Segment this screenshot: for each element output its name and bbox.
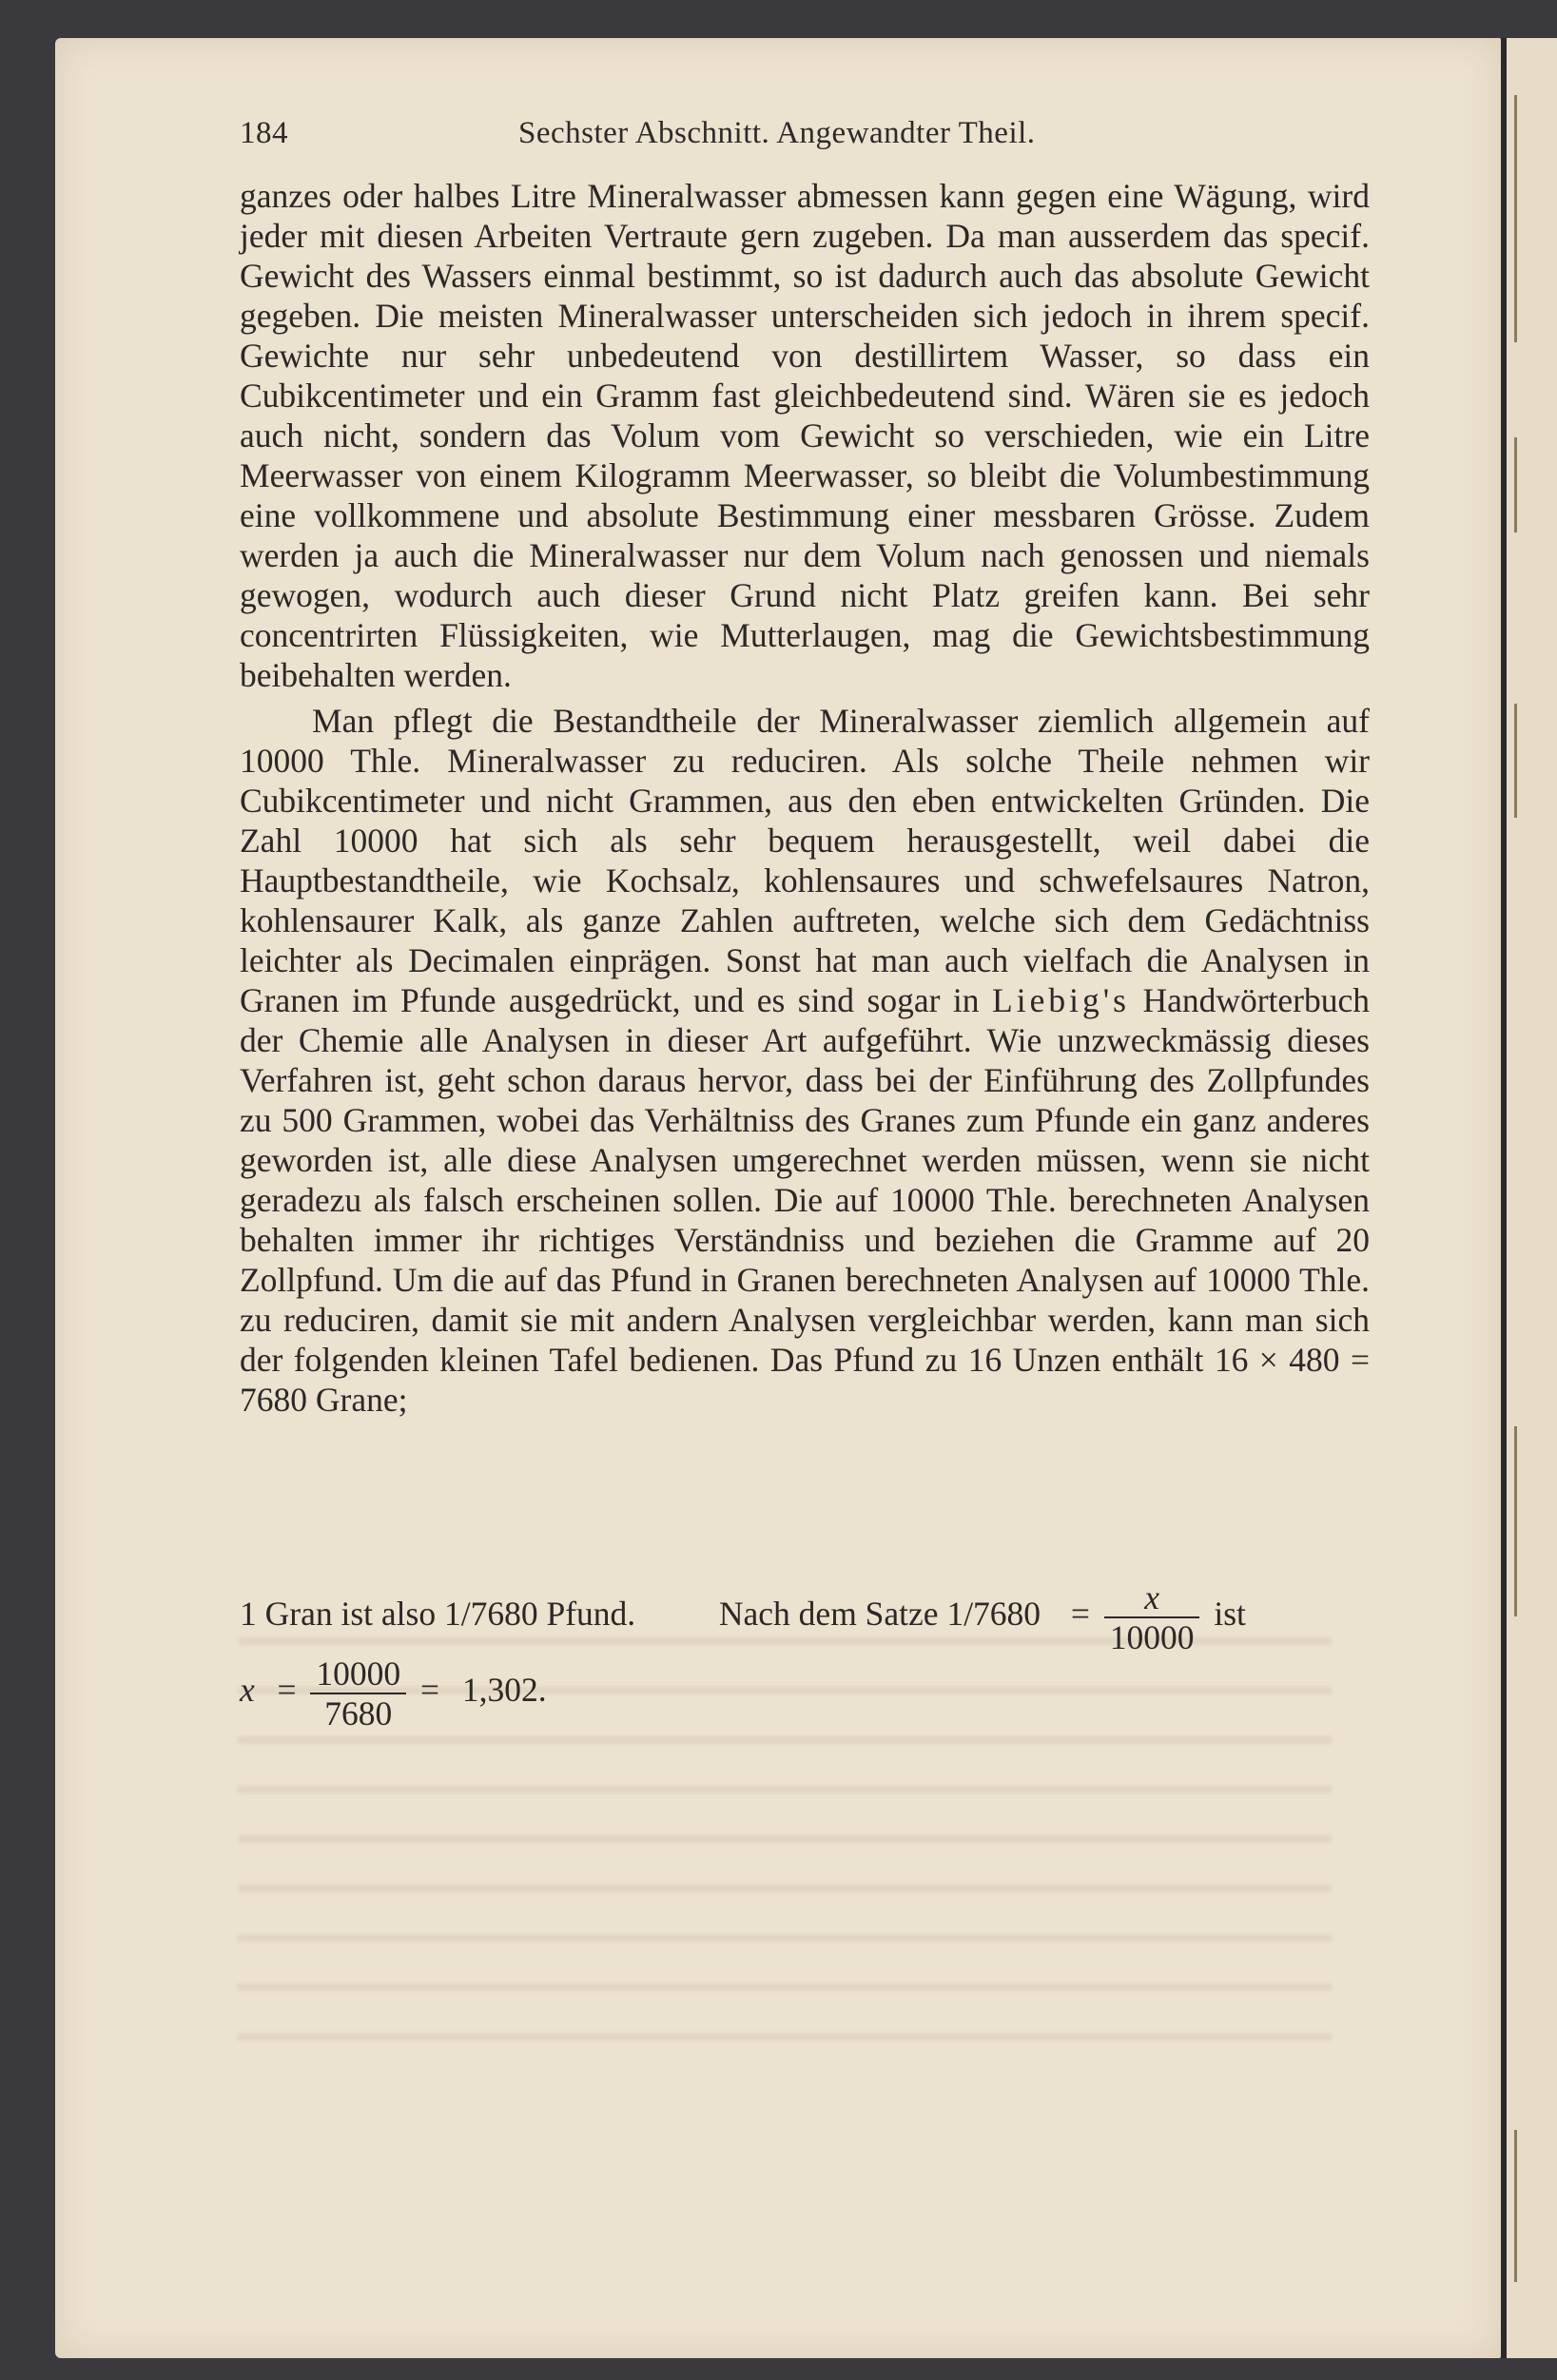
paragraph-2-text-after: Handwörterbuch der Chemie alle Analysen in dieser Art aufgeführt. Wie unzweckmässig dieses Verfahren ist, geht schon daraus hervor, dass bei der Einführung des Zollpfundes zu 500 Grammen, wobei das Verhältniss des Granes zum Pfunde ein ganz anderes geworden ist, alle diese Analysen umgerechnet werden müssen, wenn sie nicht geradezu als falsch erscheinen sollen. Die auf 10000 Thle. berechneten Analysen behalten immer ihr richtiges Verständniss und beziehen die Gramme auf 20 Zollpfund. Um die auf das Pfund in Granen berechneten Analysen auf 10000 Thle. zu reduciren, damit sie mit andern Analysen vergleichbar werden, kann man sich der folgenden kleinen Tafel bedienen. Das Pfund zu 16 Unzen enthält 16 × 480 = 7680 Grane; bbox=[240, 981, 1371, 1419]
formula-1-part-c: Nach dem Satze bbox=[718, 1595, 947, 1634]
adjacent-page-rule bbox=[1514, 704, 1517, 818]
running-title: Sechster Abschnitt. Angewandter Theil. bbox=[518, 116, 1036, 150]
fraction-denominator: 7680 bbox=[324, 1694, 393, 1732]
equals-sign: = bbox=[1070, 1595, 1090, 1634]
fraction-denominator: 10000 bbox=[1109, 1618, 1195, 1656]
equals-sign: = bbox=[277, 1671, 297, 1710]
equals-sign-2: = bbox=[420, 1671, 440, 1710]
fraction-10000-over-7680 bbox=[310, 1654, 406, 1732]
formula-1-part-a: 1 Gran ist also bbox=[240, 1595, 444, 1634]
formula-1-part-b: Pfund. bbox=[537, 1595, 636, 1634]
paragraph-2-text-before: Man pflegt die Bestandtheile der Mineralwasser ziemlich allgemein auf 10000 Thle. Mineralwasser zu reduciren. Als solche Theile nehmen wir Cubikcentimeter und nicht Grammen, aus den eben entwickelten Gründen. Die Zahl 10000 hat sich als sehr bequem herausgestellt, weil dabei die Hauptbestandtheile, wie Kochsalz, kohlensaures und schwefelsaures Natron, kohlensaurer Kalk, als ganze Zahlen auftreten, welche sich dem Gedächtniss leichter als Decimalen einprägen. Sonst hat man auch vielfach die Analysen in Granen im Pfunde ausgedrückt, und es sind sogar in bbox=[240, 702, 1370, 1019]
paragraph-2 bbox=[240, 701, 1370, 1420]
page-header bbox=[0, 116, 1557, 154]
formula-line-2 bbox=[240, 1654, 1370, 1750]
adjacent-page-rule bbox=[1514, 2130, 1517, 2282]
adjacent-page-rule bbox=[1514, 437, 1517, 532]
unit-fraction-2: 1/7680 bbox=[946, 1595, 1041, 1634]
formula-1-part-d: ist bbox=[1214, 1595, 1246, 1634]
adjacent-page-edge bbox=[1507, 38, 1557, 2358]
adjacent-page-rule bbox=[1514, 1426, 1517, 1616]
unit-fraction: 1/7680 bbox=[443, 1595, 538, 1634]
formula-line-1 bbox=[240, 1578, 1370, 1654]
fraction-x-over-10000 bbox=[1104, 1578, 1200, 1656]
formula-result: 1,302. bbox=[461, 1671, 547, 1710]
paragraph-1: ganzes oder halbes Litre Mineralwasser abmessen kann gegen eine Wägung, wird jeder mit diesen Arbeiten Vertraute gern zugeben. Da man ausserdem das specif. Gewicht des Wassers einmal bestimmt, so ist dadurch auch das absolute Gewicht gegeben. Die meisten Mineralwasser unterscheiden sich jedoch in ihrem specif. Gewichte nur sehr unbedeutend von destillirtem Wasser, so dass ein Cubikcentimeter und ein Gramm fast gleichbedeutend sind. Wären sie es jedoch auch nicht, sondern das Volum vom Gewicht so verschieden, wie ein Litre Meerwasser von einem Kilogramm Meerwasser, so bleibt die Volumbestimmung eine vollkommene und absolute Bestimmung einer messbaren Grösse. Zudem werden ja auch die Mineralwasser nur dem Volum nach genossen und niemals gewogen, wodurch auch dieser Grund nicht Platz greifen kann. Bei sehr concentrirten Flüssigkeiten, wie Mutterlaugen, mag die Gewichtsbestimmung beibehalten werden. bbox=[240, 177, 1370, 694]
fraction-numerator: x bbox=[1104, 1578, 1200, 1618]
page-number: 184 bbox=[240, 116, 288, 150]
author-name-liebig: Liebig's bbox=[992, 981, 1130, 1019]
fraction-numerator: 10000 bbox=[310, 1654, 406, 1694]
formula-variable-x: x bbox=[240, 1671, 255, 1710]
body-text bbox=[240, 176, 1370, 1420]
